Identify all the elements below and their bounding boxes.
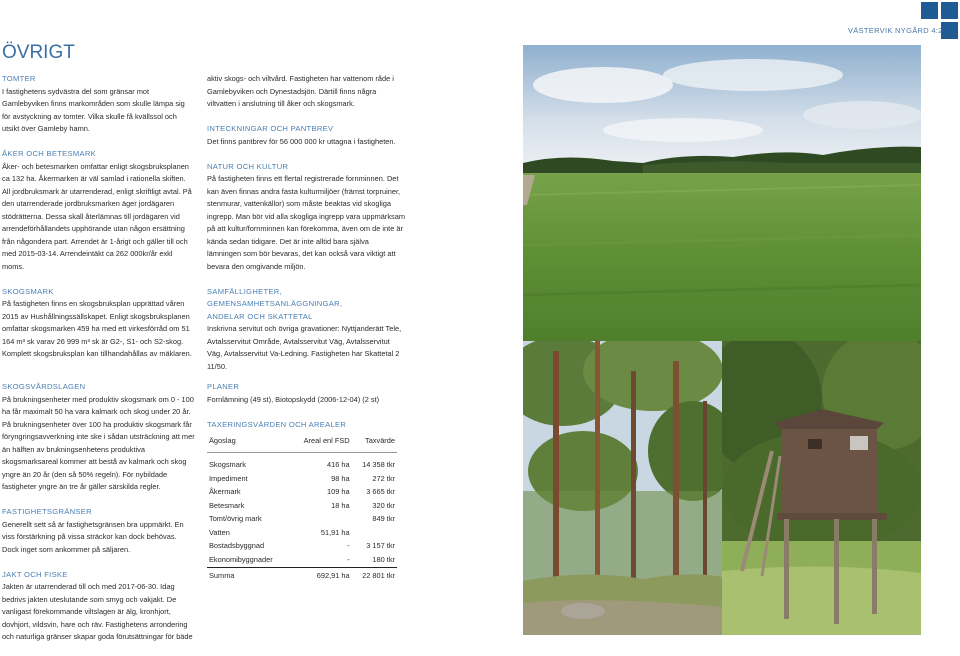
text-aker: Åker- och betesmarken omfattar enligt skogsbruksplanen ca 132 ha. Åkermarken är väl samlad i rationella skiften. All jordbruksmark är utarrenderad, enligt skriftligt avtal. På den utarrenderade jordbruksmarken äger jordägaren stödrätterna. Dessa skall återlämnas till jordägaren vid arrendeförhållandets upphörande utan någon ersättning från någondera part. Arrendet är 1-årigt och gäller till och med 2015-03-14. Arrendeintäkt ca 262 000kr/år exkl moms. <box>2 161 192 271</box>
table-cell: 98 ha <box>331 473 350 483</box>
table-cell: Ekonomibyggnader <box>209 554 273 564</box>
table-cell: 18 ha <box>331 500 350 510</box>
table-cell: Vatten <box>209 527 230 537</box>
table-cell: - <box>347 554 350 564</box>
table-cell: 692,91 ha <box>290 567 351 583</box>
table-cell: Summa <box>207 567 290 583</box>
heading-samfalligheter: SAMFÄLLIGHETER, GEMENSAMHETSANLÄGGNINGAR, ANDELAR OCH SKATTETAL <box>207 286 343 321</box>
heading-skogsvardslagen: SKOGSVÅRDSLAGEN <box>2 382 86 391</box>
table-row <box>207 553 397 567</box>
hunting-tower-photo-image <box>722 341 921 635</box>
table-cell: 849 tkr <box>372 514 395 523</box>
column-header: Ägoslag <box>207 433 290 452</box>
text-planer: Fornlämning (49 st), Biotopskydd (2006-12-04) (2 st) <box>207 394 380 404</box>
text-jakt-continued: aktiv skogs- och viltvård. Fastigheten har vattenom råde i Gamlebyviken och Dynestadsjön. Därtill finns några viltvatten i anslutning till åker och skogsmark. <box>207 74 394 108</box>
column-header: Areal enl FSD <box>290 433 351 452</box>
table-cell: Tomt/övrig mark <box>209 514 262 523</box>
text-tomter: I fastighetens sydvästra del som gränsar mot Gamlebyviken finns markområden som skulle lämpa sig för avstyckning av tomter. Vilka skulle få kvällssol och utsikt över Gamleby hamn. <box>2 86 185 133</box>
table-cell: 3 665 tkr <box>366 487 395 496</box>
table-row <box>207 452 397 472</box>
property-header: VÄSTERVIK NYGÅRD 4:2 <box>848 26 943 35</box>
forest-photo-image <box>523 341 722 635</box>
table-cell: 22 801 tkr <box>352 567 397 583</box>
brand-square-2 <box>941 2 958 19</box>
table-cell <box>290 513 351 527</box>
heading-natur: NATUR OCH KULTUR <box>207 161 289 171</box>
table-cell: 180 tkr <box>372 554 395 564</box>
column-1-bottom <box>2 381 195 656</box>
table-row <box>207 486 397 500</box>
brand-square-3 <box>941 22 958 39</box>
table-cell <box>352 526 397 540</box>
table-cell: Impediment <box>209 473 248 483</box>
table-cell: 109 ha <box>327 487 350 496</box>
column-2-bottom <box>207 381 405 583</box>
column-1 <box>2 73 195 373</box>
heading-planer: PLANER <box>207 382 240 391</box>
column-2 <box>207 73 405 386</box>
heading-fastighetsgranser: FASTIGHETSGRÄNSER <box>2 507 92 516</box>
table-cell: - <box>347 541 350 550</box>
table-cell: Skogsmark <box>209 460 246 469</box>
forest-photo <box>523 341 722 635</box>
table-row <box>207 513 397 527</box>
table-cell: Bostadsbyggnad <box>209 541 265 550</box>
table-cell: 320 tkr <box>372 500 395 510</box>
table-cell: 14 358 tkr <box>362 460 395 469</box>
page-title: ÖVRIGT <box>2 42 75 63</box>
heading-tomter: TOMTER <box>2 74 36 83</box>
table-cell: 272 tkr <box>372 473 395 483</box>
table-cell: 3 157 tkr <box>366 541 395 550</box>
table-row <box>207 540 397 554</box>
text-skogsvardslagen: På brukningsenheter med produktiv skogsmark om 0 - 100 ha får maximalt 50 ha vara kalmark och skog under 20 år. På brukningsenheter över 100 ha produktiv skogsmark får föryngringsavverkning inte ske i sådan utsträckning att mer än hälften av brukningsenhetens produktiva skogsmarksareal kommer att bestå av kalmark och skog yngre än 20 år (den så 50% regeln). För nybildade fastigheter yngre än tre år gäller särskilda regler. <box>2 394 195 491</box>
heading-aker: ÅKER OCH BETESMARK <box>2 149 97 158</box>
table-header-row <box>207 433 397 452</box>
text-skogsmark: På fastigheten finns en skogsbruksplan upprättad våren 2015 av Hushållningssällskapet. Enligt skogsbruksplanen omfattar skogsmarken 459 ha med ett virkesförråd om 51 164 m³ sk varav 26 999 m³ sk är G2-, S1- och S2-skog. Komplett skogsbruksplan kan tillhandahållas av mäklaren. <box>2 299 192 358</box>
table-cell: 51,91 ha <box>320 527 350 537</box>
heading-inteckningar: INTECKNINGAR OCH PANTBREV <box>207 124 334 133</box>
table-cell: Betesmark <box>209 500 245 510</box>
heading-jakt: JAKT OCH FISKE <box>2 569 68 579</box>
field-photo <box>523 45 921 341</box>
heading-taxering: TAXERINGSVÄRDEN OCH AREALER <box>207 419 347 429</box>
field-photo-image <box>523 45 921 341</box>
table-cell: Åkermark <box>209 487 241 496</box>
text-natur: På fastigheten finns ett flertal registrerade fornminnen. Det kan även finnas andra fasta kulturmiljöer (främst torpruiner, stenmurar, vattenkällor) som måste beaktas vid skogliga ingrepp. Man bör vid alla skogliga ingrepp vara uppmärksam på att kultur/fornminnen kan förekomma, även om de inte är kända sedan tidigare. Det är inte alltid bara själva lämningen som bör bevaras, det kan också vara viktigt att bevara den omgivande miljön. <box>207 174 406 271</box>
table-sum-row <box>207 567 397 583</box>
column-header: Taxvärde <box>352 433 397 452</box>
text-fastighetsgranser: Generellt sett så är fastighetsgränsen bra uppmärkt. En viss förstärkning på vissa sträckor kan dock behövas. Dock inget som ankommer på säljaren. <box>2 519 184 554</box>
table-row <box>207 499 397 513</box>
taxation-table <box>207 433 397 583</box>
heading-skogsmark: SKOGSMARK <box>2 286 54 296</box>
hunting-tower-photo <box>722 341 921 635</box>
table-row <box>207 472 397 486</box>
table-row <box>207 526 397 540</box>
brand-square-1 <box>921 2 938 19</box>
text-jakt: Jakten är utarrenderad till och med 2017-06-30. Idag bedrivs jakten uteslutande som smyg och vakjakt. De vanligast förekommande viltslagen är älg, kronhjort, dovhjort, vildsvin, hare och räv. Fastighetens arrondering och naturliga gränser skapar goda förutsättningar för bäde <box>2 582 193 641</box>
text-inteckningar: Det finns pantbrev för 56 000 000 kr uttagna i fastigheten. <box>207 136 396 146</box>
text-samfalligheter: Inskrivna servitut och övriga gravationer: Nyttjanderätt Tele, Avtalsservitut Område, Avtalsservitut Väg, Avtalsservitut Väg, Avtalsservitut Va-Ledning. Fastigheten har Skattetal 2 11/50. <box>207 324 402 371</box>
table-cell: 416 ha <box>327 460 350 469</box>
